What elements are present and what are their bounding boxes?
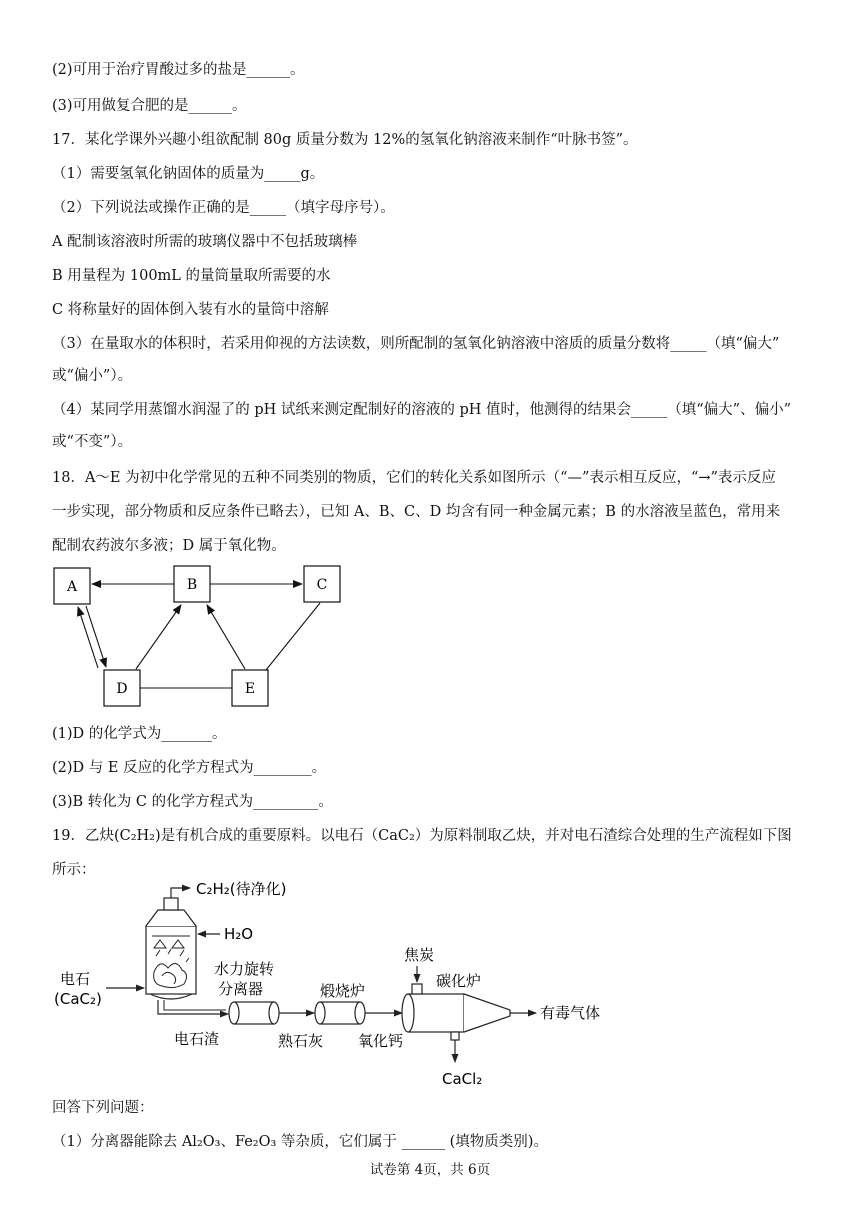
q17-part3-line1: （3）在量取水的体积时，若采用仰视的方法读数，则所配制的氢氧化钠溶液中溶质的质量分数将_____（填“偏大”	[52, 336, 780, 352]
q19-part1: （1）分离器能除去 Al₂O₃、Fe₂O₃ 等杂质，它们属于 ______ (填物质类别)。	[52, 1134, 548, 1150]
q17-option-c: C 将称量好的固体倒入装有水的量筒中溶解	[52, 302, 329, 318]
q18-part2: (2)D 与 E 反应的化学方程式为________。	[52, 760, 327, 776]
box-b-label: B	[186, 577, 198, 593]
line-e-c	[266, 603, 320, 670]
cao-label: 氧化钙	[358, 1032, 404, 1050]
carbonizer-label: 碳化炉	[436, 972, 482, 990]
q17-stem: 17．某化学课外兴趣小组欲配制 80g 质量分数为 12%的氢氧化钠溶液来制作“叶脉书签”。	[52, 132, 638, 148]
arrow-d-to-b	[136, 605, 181, 669]
q17-option-a: A 配制该溶液时所需的玻璃仪器中不包括玻璃棒	[52, 234, 358, 250]
q18-stem-line3: 配制农药波尔多液；D 属于氧化物。	[52, 538, 286, 554]
separator-label-2: 分离器	[218, 980, 264, 998]
page-footer: 试卷第 4页，共 6页	[369, 1162, 491, 1178]
calciner-label: 煅烧炉	[320, 982, 366, 1000]
box-a-label: A	[66, 579, 78, 595]
q17-part2: （2）下列说法或操作正确的是_____（填字母序号）。	[52, 200, 395, 216]
coke-label: 焦炭	[404, 946, 435, 964]
q18-stem-line1: 18．A～E 为初中化学常见的五种不同类别的物质，它们的转化关系如图所示（“—”表示相互反应，“→”表示反应	[52, 470, 776, 486]
q17-part1: （1）需要氢氧化钠固体的质量为_____g。	[52, 166, 325, 182]
q17-part4-line1: （4）某同学用蒸馏水润湿了的 pH 试纸来测定配制好的溶液的 pH 值时，他测得的结果会_____（填“偏大”、偏小”	[52, 402, 792, 418]
cac2-label: (CaC₂)	[54, 990, 102, 1008]
q18-stem-line2: 一步实现，部分物质和反应条件已略去），已知 A、B、C、D 均含有同一种金属元素；B 的水溶液呈蓝色，常用来	[52, 504, 781, 520]
q19-answer-prompt: 回答下列问题：	[52, 1100, 154, 1116]
toxic-gas-label: 有毒气体	[540, 1004, 601, 1022]
c2h2-label: C₂H₂(待净化)	[196, 880, 287, 898]
separator-cylinder	[229, 1002, 279, 1024]
q16-part3: (3)可用做复合肥的是______。	[52, 98, 247, 114]
q16-part2: (2)可用于治疗胃酸过多的盐是______。	[52, 62, 305, 78]
lime-label: 熟石灰	[278, 1032, 324, 1050]
q17-part3-line2: 或“偏小”）。	[52, 368, 133, 384]
separator-label-1: 水力旋转	[214, 960, 275, 978]
q18-part3: (3)B 转化为 C 的化学方程式为_________。	[52, 794, 333, 810]
reactor-tower	[146, 898, 196, 999]
slag-pipe	[158, 1000, 228, 1014]
q17-option-b: B 用量程为 100mL 的量筒量取所需要的水	[52, 268, 331, 284]
slag-label: 电石渣	[174, 1030, 220, 1048]
box-d-label: D	[116, 681, 128, 697]
c2h2-outlet-arrow	[171, 888, 190, 898]
q19-process-flow	[50, 876, 630, 1094]
box-c-label: C	[316, 577, 328, 593]
h2o-label: H₂O	[224, 925, 254, 943]
dianshi-label: 电石	[60, 970, 91, 988]
arrow-e-to-b	[207, 605, 245, 669]
q18-relation-diagram	[40, 560, 360, 720]
q19-stem-line1: 19．乙炔(C₂H₂)是有机合成的重要原料。以电石（CaC₂）为原料制取乙炔，并对电石渣综合处理的生产流程如下图	[52, 828, 792, 844]
arrow-d-to-a	[78, 607, 98, 668]
q17-part4-line2: 或“不变”）。	[52, 434, 133, 450]
calciner-cylinder	[315, 1002, 365, 1024]
q19-stem-line2: 所示：	[52, 862, 96, 878]
box-e-label: E	[244, 681, 256, 697]
carbonizer-vessel	[402, 984, 510, 1040]
arrow-a-to-d	[86, 606, 106, 667]
q18-part1: (1)D 的化学式为_______。	[52, 726, 227, 742]
cacl2-label: CaCl₂	[442, 1070, 483, 1088]
